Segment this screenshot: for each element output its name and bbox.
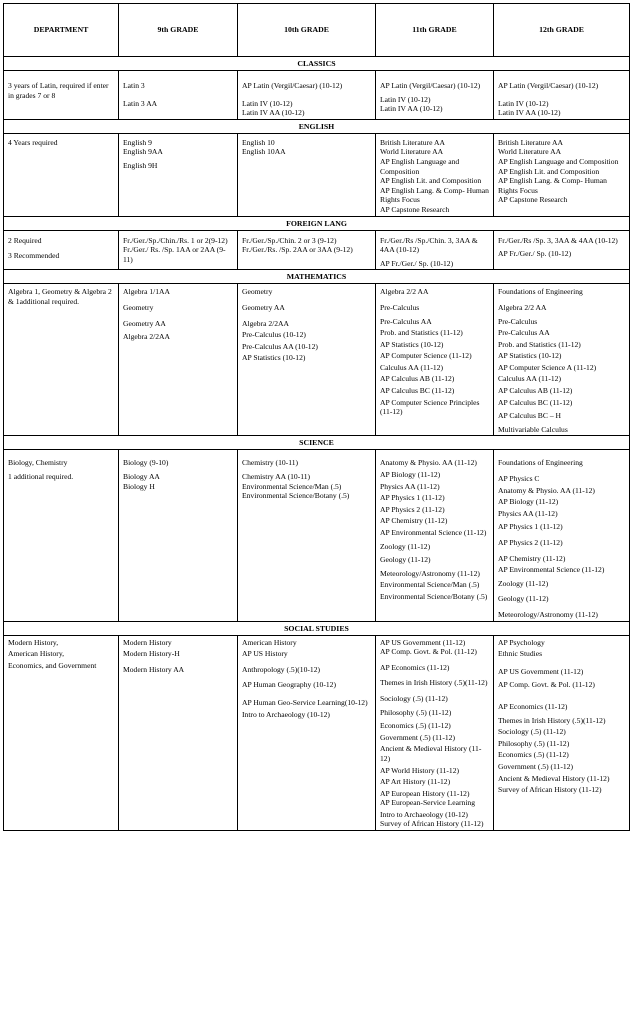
course-item: English 10AA — [242, 147, 286, 157]
course-item: AP Comp. Govt. & Pol. (11-12) — [498, 680, 595, 690]
g9-courses-cell — [119, 284, 238, 436]
course-item: Chemistry AA (10-11) — [242, 472, 311, 482]
course-item: Pre-Calculus (10-12) — [242, 330, 306, 340]
course-item: Intro to Archaeology (10-12) — [242, 709, 330, 719]
course-item: Calculus AA (11-12) — [380, 362, 443, 372]
course-item: AP Latin (Vergil/Caesar) (10-12) — [242, 81, 343, 90]
course-item: Geometry AA — [123, 318, 166, 328]
course-item: AP Statistics (10-12) — [380, 339, 444, 349]
course-item: Themes in Irish History (.5)(11-12) — [498, 715, 606, 725]
course-item: British Literature AA — [380, 137, 445, 147]
g12-courses-cell — [494, 635, 630, 831]
course-item: AP Art History (11-12) — [380, 777, 451, 787]
requirement-text: 4 Years required — [8, 137, 58, 147]
course-item: Fr./Ger./Sp./Chin./Rs. 1 or 2(9-12) — [123, 235, 228, 245]
course-item: AP Calculus BC – H — [498, 411, 562, 421]
course-item: AP Physics 2 (11-12) — [498, 538, 563, 547]
course-item: Latin 3 — [123, 81, 145, 90]
g11-courses-cell — [376, 71, 494, 120]
course-item: Algebra 2/2 AA — [498, 302, 547, 312]
course-item: AP Biology (11-12) — [498, 497, 559, 507]
course-item: Pre-Calculus AA — [498, 328, 550, 338]
course-item: AP Fr./Ger./ Sp. (10-12) — [498, 249, 572, 259]
course-item: AP English Language and Composition — [498, 156, 619, 166]
course-row-classics — [4, 71, 630, 120]
g10-courses-cell — [238, 284, 376, 436]
g9-courses-cell — [119, 133, 238, 216]
course-item: Chemistry (10-11) — [242, 458, 299, 468]
course-item: AP Capstone Research — [498, 195, 568, 205]
course-item: AP English Language and Composition — [380, 156, 460, 176]
course-item: Algebra 2/2AA — [242, 318, 290, 328]
header-10th-grade: 10th GRADE — [238, 4, 376, 57]
course-item: AP Chemistry (11-12) — [380, 516, 448, 526]
course-item: Algebra 2/2 AA — [380, 287, 429, 297]
course-table — [3, 3, 630, 831]
course-item: Foundations of Engineering — [498, 458, 583, 468]
course-item: Latin IV (10-12) — [380, 94, 431, 104]
course-item: Fr./Ger./Sp./Chin. 2 or 3 (9-12) — [242, 235, 337, 245]
department-requirement-cell — [4, 230, 119, 270]
course-item: AP Physics C — [498, 474, 540, 484]
course-item: AP World History (11-12) — [380, 765, 460, 775]
course-item: Fr./Ger./Rs /Sp. 3, 3AA & 4AA (10-12) — [498, 235, 618, 245]
course-item: Environmental Science/Man (.5) — [380, 580, 480, 590]
header-9th-grade: 9th GRADE — [119, 4, 238, 57]
course-item: AP English Lit. and Composition — [498, 166, 600, 176]
course-item: English 9 — [123, 137, 152, 147]
header-12th-grade: 12th GRADE — [494, 4, 630, 57]
section-row-english — [4, 119, 630, 133]
section-title-foreign-lang: FOREIGN LANG — [4, 216, 630, 230]
requirement-text: Modern History, — [8, 637, 59, 647]
course-item: Geology (11-12) — [498, 594, 549, 604]
course-item: Intro to Archaeology (10-12) — [380, 809, 468, 819]
g11-courses-cell — [376, 284, 494, 436]
requirement-text: Economics, and Government — [8, 660, 97, 670]
course-item: Geology (11-12) — [380, 555, 431, 565]
course-item: Pre-Calculus — [498, 316, 538, 326]
course-item: AP Latin (Vergil/Caesar) (10-12) — [498, 81, 599, 90]
course-item: Anatomy & Physio. AA (11-12) — [498, 485, 595, 495]
course-item: AP Computer Science Principles (11-12) — [380, 397, 480, 417]
course-item: World Literature AA — [380, 147, 444, 157]
course-item: Latin 3 AA — [123, 98, 158, 108]
g11-courses-cell — [376, 133, 494, 216]
course-item: Prob. and Statistics (11-12) — [380, 328, 463, 338]
g12-courses-cell — [494, 284, 630, 436]
course-item: English 9H — [123, 160, 158, 170]
course-item: Geometry — [123, 302, 154, 312]
course-item: Modern History — [123, 637, 172, 647]
course-item: Survey of African History (11-12) — [498, 785, 602, 795]
course-item: Latin IV AA (10-12) — [498, 108, 561, 118]
course-item: AP European-Service Learning — [380, 798, 476, 808]
course-item: Latin IV (10-12) — [242, 98, 293, 108]
course-item: AP Statistics (10-12) — [498, 351, 562, 361]
course-item: Meteorology/Astronomy (11-12) — [380, 568, 480, 578]
section-title-mathematics: MATHEMATICS — [4, 270, 630, 284]
g11-courses-cell — [376, 635, 494, 831]
course-item: Calculus AA (11-12) — [498, 374, 561, 384]
g12-courses-cell — [494, 450, 630, 621]
course-item: British Literature AA — [498, 137, 563, 147]
course-item: Anatomy & Physio. AA (11-12) — [380, 458, 477, 468]
course-item: Environmental Science/Botany (.5) — [242, 491, 350, 501]
course-item: Latin IV AA (10-12) — [380, 104, 443, 114]
g10-courses-cell — [238, 635, 376, 831]
course-item: Economics (.5) (11-12) — [380, 721, 451, 731]
course-item: AP Capstone Research — [380, 204, 450, 214]
course-item: Government (.5) (11-12) — [380, 732, 455, 742]
course-item: Ancient & Medieval History (11-12) — [380, 744, 482, 763]
course-item: Geometry — [242, 287, 273, 297]
course-item: Economics (.5) (11-12) — [498, 750, 569, 760]
course-item: Environmental Science/Man (.5) — [242, 481, 342, 491]
course-row-foreign-lang — [4, 230, 630, 270]
course-item: World Literature AA — [498, 147, 562, 157]
course-item: AP US Government (11-12) — [498, 666, 584, 676]
course-item: AP Biology (11-12) — [380, 470, 441, 480]
course-item: Environmental Science/Botany (.5) — [380, 591, 488, 601]
course-item: Biology AA — [123, 472, 160, 482]
course-item: Zoology (11-12) — [380, 541, 431, 551]
course-item: AP Fr./Ger./ Sp. (10-12) — [380, 258, 454, 268]
department-requirement-cell — [4, 133, 119, 216]
header-department: DEPARTMENT — [4, 4, 119, 57]
header-row — [4, 4, 630, 57]
course-item: Physics AA (11-12) — [498, 508, 558, 518]
course-item: Sociology (.5) (11-12) — [380, 693, 448, 703]
course-item: Pre-Calculus AA (10-12) — [242, 341, 318, 351]
section-row-mathematics — [4, 270, 630, 284]
course-item: Multivariable Calculus — [498, 424, 568, 434]
course-item: AP English Lang. & Comp- Human Rights Focus — [498, 176, 607, 195]
course-item: Biology (9-10) — [123, 458, 169, 468]
department-requirement-cell — [4, 71, 119, 120]
course-item: Algebra 2/2AA — [123, 332, 171, 342]
course-item: AP Environmental Science (11-12) — [498, 565, 605, 575]
course-item: AP US Government (11-12) — [380, 637, 466, 647]
department-requirement-cell — [4, 450, 119, 621]
department-requirement-cell — [4, 635, 119, 831]
course-item: Fr./Ger./Rs /Sp./Chin. 3, 3AA & 4AA (10-12) — [380, 235, 478, 255]
course-item: AP Computer Science A (11-12) — [498, 362, 597, 372]
course-row-social-studies — [4, 635, 630, 831]
course-item: Pre-Calculus — [380, 302, 420, 312]
course-item: AP Physics 2 (11-12) — [380, 504, 445, 514]
requirement-text: Algebra 1, Geometry & Algebra 2 & 1additional required. — [8, 287, 112, 306]
course-item: AP Calculus AB (11-12) — [380, 374, 455, 384]
course-item: Anthropology (.5)(10-12) — [242, 664, 321, 674]
g11-courses-cell — [376, 230, 494, 270]
header-11th-grade: 11th GRADE — [376, 4, 494, 57]
course-item: Ancient & Medieval History (11-12) — [498, 773, 610, 783]
g12-courses-cell — [494, 71, 630, 120]
course-item: Philosophy (.5) (11-12) — [380, 707, 452, 717]
course-item: Government (.5) (11-12) — [498, 761, 573, 771]
g11-courses-cell — [376, 450, 494, 621]
course-row-english — [4, 133, 630, 216]
g9-courses-cell — [119, 230, 238, 270]
course-item: AP Psychology — [498, 637, 545, 647]
course-item: Modern History-H — [123, 649, 180, 659]
requirement-text: 1 additional required. — [8, 472, 74, 482]
course-item: AP English Lang. & Comp- Human Rights Focus — [380, 185, 489, 205]
course-item: Zoology (11-12) — [498, 578, 549, 588]
course-item: AP Calculus BC (11-12) — [380, 386, 455, 396]
section-title-science: SCIENCE — [4, 436, 630, 450]
course-item: Pre-Calculus AA — [380, 316, 432, 326]
course-item: Geometry AA — [242, 302, 285, 312]
course-item: AP US History — [242, 649, 288, 659]
course-item: AP Human Geo-Service Learning(10-12) — [242, 697, 368, 707]
course-item: Fr./Ger./Rs. /Sp. 2AA or 3AA (9-12) — [242, 245, 353, 255]
g10-courses-cell — [238, 133, 376, 216]
requirement-text: 2 Required — [8, 235, 42, 245]
section-title-classics: CLASSICS — [4, 57, 630, 71]
course-item: English 10 — [242, 137, 275, 147]
course-item: American History — [242, 637, 297, 647]
section-row-social-studies — [4, 621, 630, 635]
course-item: AP Chemistry (11-12) — [498, 553, 566, 563]
course-item: AP English Lit. and Composition — [380, 176, 482, 186]
course-item: Biology H — [123, 481, 155, 491]
course-row-science — [4, 450, 630, 621]
course-item: AP Economics (11-12) — [498, 701, 568, 711]
course-item: Ethnic Studies — [498, 649, 543, 659]
g10-courses-cell — [238, 450, 376, 621]
course-item: Sociology (.5) (11-12) — [498, 727, 566, 737]
g10-courses-cell — [238, 230, 376, 270]
course-item: AP Calculus AB (11-12) — [498, 386, 573, 396]
g9-courses-cell — [119, 71, 238, 120]
g9-courses-cell — [119, 450, 238, 621]
course-item: Philosophy (.5) (11-12) — [498, 738, 570, 748]
section-row-foreign-lang — [4, 216, 630, 230]
section-row-science — [4, 436, 630, 450]
course-item: AP Human Geography (10-12) — [242, 680, 336, 690]
g10-courses-cell — [238, 71, 376, 120]
section-title-english: ENGLISH — [4, 119, 630, 133]
course-item: Latin IV AA (10-12) — [242, 108, 305, 118]
course-item: Modern History AA — [123, 664, 185, 674]
g12-courses-cell — [494, 230, 630, 270]
course-item: Meteorology/Astronomy (11-12) — [498, 609, 598, 619]
course-item: AP Physics 1 (11-12) — [380, 493, 445, 503]
requirement-text: Biology, Chemistry — [8, 458, 68, 468]
course-item: AP Economics (11-12) — [380, 662, 450, 672]
course-item: Fr./Ger./ Rs. /Sp. 1AA or 2AA (9-11) — [123, 245, 226, 264]
course-item: AP Calculus BC (11-12) — [498, 397, 573, 407]
course-item: AP Physics 1 (11-12) — [498, 522, 563, 532]
section-title-social-studies: SOCIAL STUDIES — [4, 621, 630, 635]
course-row-mathematics — [4, 284, 630, 436]
department-requirement-cell — [4, 284, 119, 436]
course-item: Prob. and Statistics (11-12) — [498, 339, 581, 349]
section-row-classics — [4, 57, 630, 71]
course-item: AP Environmental Science (11-12) — [380, 528, 487, 537]
course-item: Themes in Irish History (.5)(11-12) — [380, 678, 488, 688]
course-item: Algebra 1/1AA — [123, 287, 171, 297]
course-item: AP Comp. Govt. & Pol. (11-12) — [380, 647, 477, 657]
requirement-text: 3 Recommended — [8, 251, 60, 261]
course-item: English 9AA — [123, 147, 163, 157]
requirement-text: 3 years of Latin, required if enter in grades 7 or 8 — [8, 81, 109, 100]
course-item: AP Latin (Vergil/Caesar) (10-12) — [380, 81, 481, 90]
course-item: Latin IV (10-12) — [498, 98, 549, 108]
course-item: AP Statistics (10-12) — [242, 353, 306, 363]
requirement-text: American History, — [8, 649, 65, 659]
course-item: AP Computer Science (11-12) — [380, 351, 472, 361]
g9-courses-cell — [119, 635, 238, 831]
course-item: Foundations of Engineering — [498, 287, 583, 297]
course-item: Survey of African History (11-12) — [380, 819, 484, 829]
g12-courses-cell — [494, 133, 630, 216]
course-item: Physics AA (11-12) — [380, 481, 440, 491]
course-item: AP European History (11-12) — [380, 788, 470, 798]
